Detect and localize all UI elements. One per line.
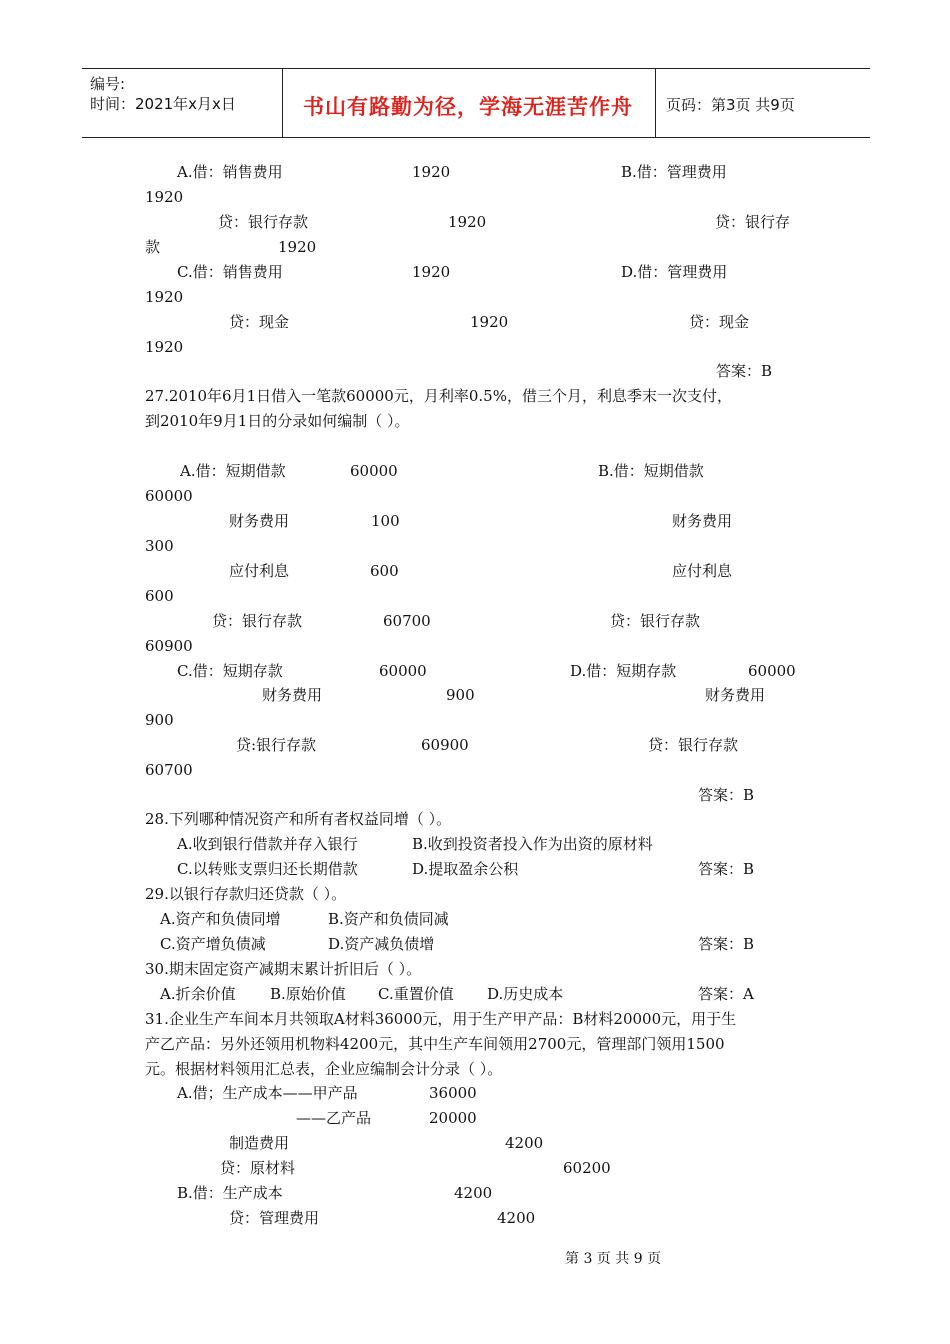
q27-option-d-credit-amount: 60700	[145, 761, 193, 779]
q27-option-c-amount: 60000	[379, 662, 427, 680]
q28-option-b: B.收到投资者投入作为出资的原材料	[412, 835, 653, 853]
time-label: 时间：2021年x月x日	[90, 95, 236, 113]
q26-option-b-credit: 贷：银行存	[715, 213, 791, 231]
q29-option-a: A.资产和负债同增	[160, 910, 281, 928]
q27-option-a-credit: 贷：银行存款	[212, 612, 303, 630]
q30-option-b: B.原始价值	[270, 985, 346, 1003]
q26-option-b-amount: 1920	[145, 188, 184, 206]
q27-option-a-interest-amount: 600	[370, 562, 399, 580]
q29-answer: 答案：B	[698, 935, 755, 953]
q27-option-b-finance: 财务费用	[672, 512, 733, 530]
header-motto-cell	[283, 69, 656, 137]
q27-question-line2: 到2010年9月1日的分录如何编制（ ）。	[145, 412, 410, 430]
q27-option-a: A.借：短期借款	[180, 462, 286, 480]
q26-option-a-credit-amount: 1920	[448, 213, 487, 231]
q27-option-d-credit: 贷：银行存款	[648, 736, 739, 754]
q26-answer: 答案：B	[716, 362, 773, 380]
q28-option-d: D.提取盈余公积	[412, 860, 519, 878]
q26-option-a-credit: 贷：银行存款	[218, 213, 309, 231]
q27-option-a-interest: 应付利息	[229, 562, 290, 580]
q26-option-d: D.借：管理费用	[621, 263, 728, 281]
q27-option-b-credit: 贷：银行存款	[610, 612, 701, 630]
q31-option-b-credit: 贷：管理费用	[229, 1209, 320, 1227]
q27-option-c-credit: 贷:银行存款	[236, 736, 317, 754]
q26-option-b-credit-amount: 1920	[278, 238, 317, 256]
q31-option-a-line1: A.借；生产成本——甲产品	[177, 1084, 358, 1102]
number-label: 编号:	[90, 75, 126, 93]
q27-option-a-finance: 财务费用	[229, 512, 290, 530]
q27-option-c-finance-amount: 900	[446, 686, 475, 704]
q26-option-c: C.借：销售费用	[177, 263, 283, 281]
q28-option-c: C.以转账支票归还长期借款	[177, 860, 358, 878]
q27-option-b-finance-amount: 300	[145, 537, 174, 555]
q27-option-b: B.借：短期借款	[598, 462, 704, 480]
q28-question: 28.下列哪种情况资产和所有者权益同增（ ）。	[145, 810, 452, 828]
header-page-cell	[656, 69, 870, 137]
q27-option-d-amount: 60000	[748, 662, 796, 680]
q27-option-d: D.借：短期存款	[570, 662, 677, 680]
q27-question-line1: 27.2010年6月1日借入一笔款60000元，月利率0.5%，借三个月，利息季末一次支付，	[145, 387, 732, 405]
q26-option-c-credit-amount: 1920	[470, 313, 509, 331]
q29-option-c: C.资产增负债减	[160, 935, 266, 953]
q30-option-c: C.重置价值	[378, 985, 454, 1003]
q31-option-a-credit: 贷：原材料	[220, 1159, 296, 1177]
page-label: 页码：第3页 共9页	[666, 96, 795, 114]
q27-option-a-finance-amount: 100	[371, 512, 400, 530]
q27-option-b-interest: 应付利息	[672, 562, 733, 580]
q26-option-d-amount: 1920	[145, 288, 184, 306]
q26-option-d-credit-amount: 1920	[145, 338, 184, 356]
q29-option-d: D.资产减负债增	[328, 935, 435, 953]
q28-answer: 答案：B	[698, 860, 755, 878]
q31-question-line3: 元。根据材料领用汇总表，企业应编制会计分录（ ）。	[145, 1060, 503, 1078]
q26-option-c-amount: 1920	[412, 263, 451, 281]
page-header	[82, 68, 870, 138]
q29-option-b: B.资产和负债同减	[328, 910, 449, 928]
q31-option-b-line1-amount: 4200	[454, 1184, 493, 1202]
q31-option-a-credit-amount: 60200	[563, 1159, 611, 1177]
q30-option-d: D.历史成本	[487, 985, 564, 1003]
q27-option-c-credit-amount: 60900	[421, 736, 469, 754]
q27-option-a-amount: 60000	[350, 462, 398, 480]
q27-option-b-credit-amount: 60900	[145, 637, 193, 655]
q28-option-a: A.收到银行借款并存入银行	[177, 835, 358, 853]
motto: 书山有路勤为径，学海无涯苦作舟	[303, 94, 633, 119]
q29-question: 29.以银行存款归还贷款（ ）。	[145, 885, 347, 903]
q26-option-b: B.借：管理费用	[621, 163, 727, 181]
q31-option-b-line1: B.借：生产成本	[177, 1184, 283, 1202]
q27-option-d-finance: 财务费用	[705, 686, 766, 704]
page-footer: 第 3 页 共 9 页	[565, 1251, 662, 1267]
q26-option-b-credit-wrap: 款	[145, 238, 161, 256]
q31-option-a-line3-amount: 4200	[505, 1134, 544, 1152]
q27-option-b-interest-amount: 600	[145, 587, 174, 605]
q26-option-a-amount: 1920	[412, 163, 451, 181]
header-meta-cell	[82, 69, 283, 137]
q26-option-d-credit: 贷：现金	[689, 313, 750, 331]
q31-question-line1: 31.企业生产车间本月共领取A材料36000元，用于生产甲产品：B材料20000元，用于生	[145, 1010, 737, 1028]
q31-question-line2: 产乙产品：另外还领用机物料4200元，其中生产车间领用2700元，管理部门领用1500	[145, 1035, 725, 1053]
q27-option-c-finance: 财务费用	[262, 686, 323, 704]
q27-answer: 答案：B	[698, 786, 755, 804]
q26-option-a: A.借：销售费用	[177, 163, 283, 181]
q31-option-a-line3: 制造费用	[229, 1134, 290, 1152]
q27-option-b-amount: 60000	[145, 487, 193, 505]
q31-option-b-credit-amount: 4200	[497, 1209, 536, 1227]
q30-question: 30.期末固定资产减期末累计折旧后（ ）。	[145, 960, 422, 978]
q26-option-c-credit: 贷：现金	[229, 313, 290, 331]
q27-option-d-finance-amount: 900	[145, 711, 174, 729]
q30-answer: 答案：A	[698, 985, 754, 1003]
q31-option-a-line2: ——乙产品	[296, 1109, 372, 1127]
q27-option-c: C.借：短期存款	[177, 662, 283, 680]
q30-option-a: A.折余价值	[160, 985, 236, 1003]
q31-option-a-line2-amount: 20000	[429, 1109, 477, 1127]
q27-option-a-credit-amount: 60700	[383, 612, 431, 630]
q31-option-a-line1-amount: 36000	[429, 1084, 477, 1102]
